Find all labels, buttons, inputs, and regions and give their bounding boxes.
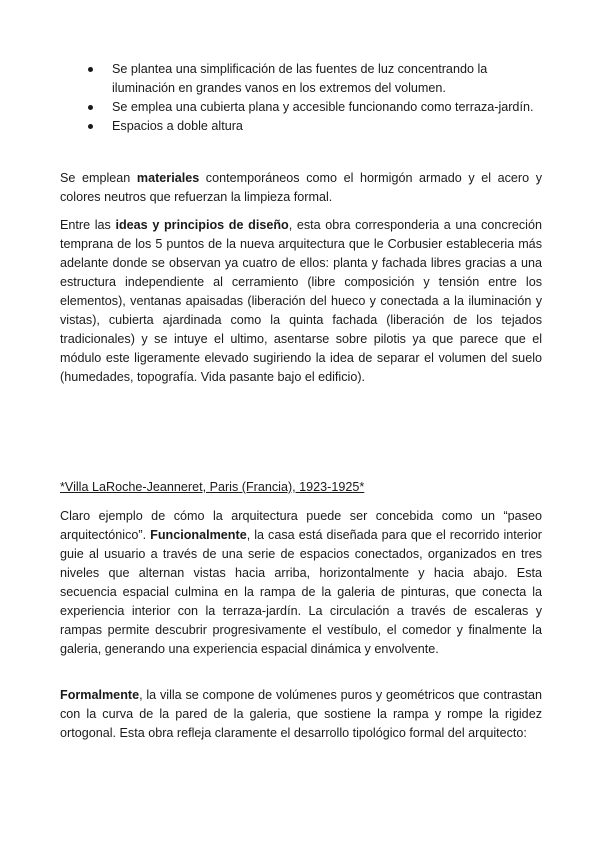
bold-term-formalmente: Formalmente (60, 688, 140, 702)
bullet-dot-icon (88, 124, 93, 129)
paragraph-text: Entre las (60, 218, 116, 232)
bold-term-ideas: ideas y principios de diseño (115, 218, 289, 232)
bullet-text: Se plantea una simplificación de las fuentes de luz concentrando la iluminación en grandes vanos en los extremos del volumen. (112, 62, 488, 95)
bold-term-materiales: materiales (136, 171, 200, 185)
bullet-item (88, 98, 544, 117)
bullet-item (88, 60, 544, 98)
paragraph-text: contemporáneos como el hormigón armado y el acero y colores neutros que refuerzan la limpieza formal. (60, 171, 542, 204)
bullet-list (88, 60, 544, 136)
paragraph-text: , esta obra corresponderia a una concreción temprana de los 5 puntos de la nueva arquitectura que le Corbusier estableceria más adelante donde se observan ya cuatro de ellos: planta y fachada libres gracias a una estructura independiente al cerramiento (libre composición y tensión entre los elementos), ventanas apaisadas (liberación del hueco y conectada a la iluminación y vistas), cubierta ajardinada como la quinta fachada (liberación de los tejados tradicionales) y se intuye el ultimo, asentarse sobre pilotis ya que parece que el módulo este ligeramente elevado sugiriendo la idea de separar el volumen del suelo (humedades, topografía. Vida pasante bajo el edificio). (60, 218, 542, 384)
bold-term-funcionalmente: Funcionalmente (150, 528, 247, 542)
paragraph-text: Se emplean (60, 171, 137, 185)
paragraph-text: Claro ejemplo de cómo la arquitectura puede ser concebida como un “paseo arquitectónico”. (60, 509, 542, 542)
bullet-dot-icon (88, 67, 93, 72)
paragraph-text: , la casa está diseñada para que el recorrido interior guie al usuario a través de una serie de espacios conectados, organizados en tres niveles que alternan vistas hacia arriba, horizontalmente y hacia abajo. Esta secuencia espacial culmina en la rampa de la galeria de pinturas, que conecta la experiencia interior con la terraza-jardín. La circulación a través de escaleras y rampas permite descubrir progresivamente el vestíbulo, el comedor y finalmente la galeria, generando una experiencia espacial dinámica y envolvente. (60, 528, 542, 656)
paragraph-ideas (60, 216, 542, 387)
paragraph-text: , la villa se compone de volúmenes puros y geométricos que contrastan con la curva de la pared de la galeria, que sostiene la rampa y rompe la rigidez ortogonal. Esta obra refleja claramente el desarrollo tipológico formal del arquitecto: (60, 688, 542, 740)
paragraph-materiales (60, 169, 542, 207)
bullet-item (88, 117, 544, 136)
section-heading: *Villa LaRoche-Jeanneret, Paris (Francia), 1923-1925* (60, 480, 365, 494)
paragraph-formal (60, 686, 542, 743)
paragraph-funcional (60, 507, 542, 659)
bullet-text: Espacios a doble altura (112, 119, 243, 133)
bullet-dot-icon (88, 105, 93, 110)
bullet-text: Se emplea una cubierta plana y accesible funcionando como terraza-jardín. (112, 100, 534, 114)
